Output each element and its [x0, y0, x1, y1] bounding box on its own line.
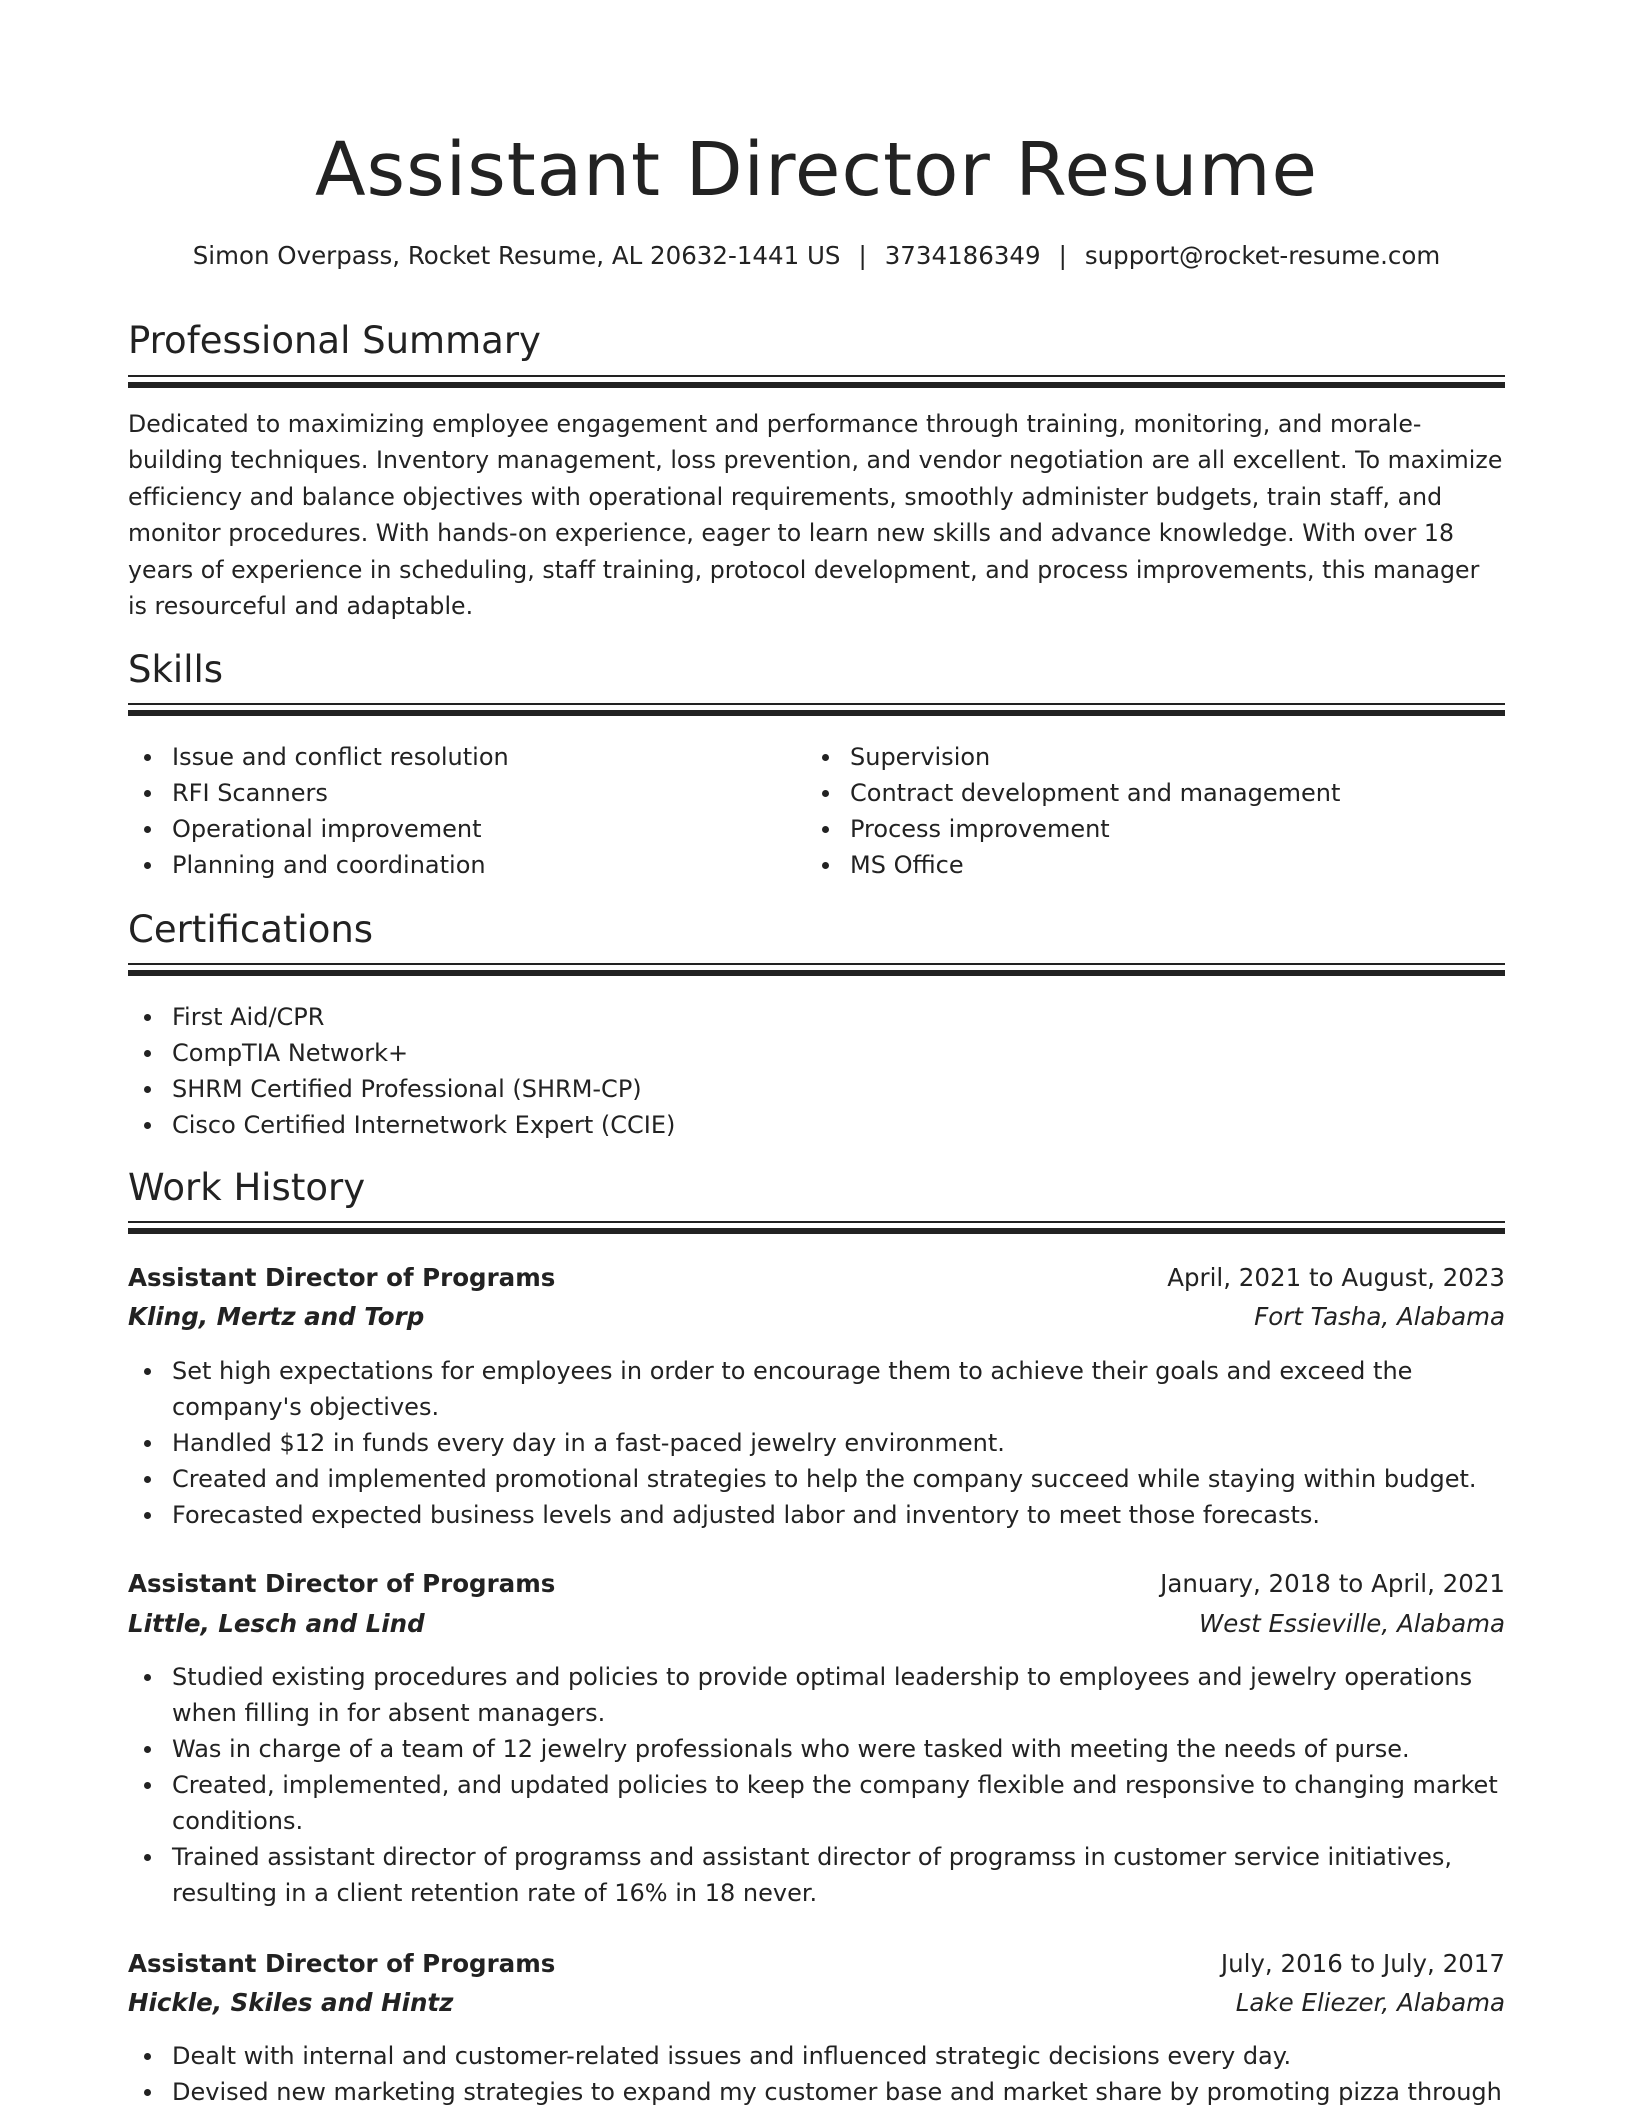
- section-divider: [128, 703, 1505, 716]
- job-bullet: Dealt with internal and customer-related issues and influenced strategic decisions every day.: [128, 2038, 1505, 2074]
- job-location: Fort Tasha, Alabama: [1254, 1302, 1505, 1331]
- section-divider: [128, 1221, 1505, 1234]
- job-company: Hickle, Skiles and Hintz: [128, 1988, 454, 2017]
- skills-list-left: [128, 739, 808, 883]
- job-bullet: Devised new marketing strategies to expand my customer base and market share by promoting pizza through: [128, 2074, 1505, 2110]
- certifications-list: [128, 999, 1505, 1143]
- job-bullets: [128, 1353, 1505, 1533]
- job-company: Kling, Mertz and Torp: [128, 1302, 425, 1331]
- skill-item: Supervision: [806, 739, 1505, 775]
- certification-item: CompTIA Network+: [128, 1035, 1505, 1071]
- job-dates: April, 2021 to August, 2023: [1167, 1263, 1505, 1292]
- work-history-heading: Work History: [128, 1166, 366, 1209]
- contact-separator: |: [858, 241, 867, 270]
- job-bullet: Trained assistant director of programss and assistant director of programss in customer service initiatives, resulting in a client retention rate of 16% in 18 never.: [128, 1839, 1505, 1911]
- job-title: Assistant Director of Programs: [128, 1263, 556, 1292]
- job-location: West Essieville, Alabama: [1199, 1609, 1505, 1638]
- skill-item: MS Office: [806, 847, 1505, 883]
- contact-line: [128, 238, 1505, 274]
- skill-item: Process improvement: [806, 811, 1505, 847]
- skills-heading: Skills: [128, 648, 224, 691]
- section-divider: [128, 375, 1505, 388]
- skill-item: Operational improvement: [128, 811, 808, 847]
- certifications-heading: Certifications: [128, 908, 374, 951]
- section-divider: [128, 963, 1505, 976]
- summary-text: Dedicated to maximizing employee engagement and performance through training, monitoring, and morale-building techniques. Inventory management, loss prevention, and vendor negotiation are all excellent. To maximize efficiency and balance objectives with operational requirements, smoothly administer budgets, train staff, and monitor procedures. With hands-on experience, eager to learn new skills and advance knowledge. With over 18 years of experience in scheduling, staff training, protocol development, and process improvements, this manager is resourceful and adaptable.: [128, 410, 1503, 621]
- job-dates: January, 2018 to April, 2021: [1160, 1569, 1505, 1598]
- certification-item: First Aid/CPR: [128, 999, 1505, 1035]
- skill-item: RFI Scanners: [128, 775, 808, 811]
- job-bullet: Handled $12 in funds every day in a fast-paced jewelry environment.: [128, 1425, 1505, 1461]
- job-title: Assistant Director of Programs: [128, 1569, 556, 1598]
- job-title: Assistant Director of Programs: [128, 1949, 556, 1978]
- certification-item: SHRM Certified Professional (SHRM-CP): [128, 1071, 1505, 1107]
- contact-phone: 3734186349: [884, 241, 1041, 270]
- skills-list-right: [806, 739, 1505, 883]
- contact-email: support@rocket-resume.com: [1084, 241, 1441, 270]
- job-bullet: Forecasted expected business levels and adjusted labor and inventory to meet those forecasts.: [128, 1497, 1505, 1533]
- job-bullet: Studied existing procedures and policies to provide optimal leadership to employees and jewelry operations when filling in for absent managers.: [128, 1659, 1505, 1731]
- certification-item: Cisco Certified Internetwork Expert (CCIE): [128, 1107, 1505, 1143]
- contact-address: Simon Overpass, Rocket Resume, AL 20632-1441 US: [192, 241, 841, 270]
- job-bullet: Created, implemented, and updated policies to keep the company flexible and responsive to changing market conditions.: [128, 1767, 1505, 1839]
- summary-heading: Professional Summary: [128, 319, 541, 362]
- job-bullets: [128, 1659, 1505, 1911]
- job-dates: July, 2016 to July, 2017: [1220, 1949, 1505, 1978]
- skill-item: Issue and conflict resolution: [128, 739, 808, 775]
- job-company: Little, Lesch and Lind: [128, 1609, 425, 1638]
- job-bullets: [128, 2038, 1505, 2110]
- job-bullet: Created and implemented promotional strategies to help the company succeed while staying within budget.: [128, 1461, 1505, 1497]
- resume-title: Assistant Director Resume: [314, 127, 1319, 213]
- skill-item: Planning and coordination: [128, 847, 808, 883]
- contact-separator: |: [1058, 241, 1067, 270]
- skill-item: Contract development and management: [806, 775, 1505, 811]
- job-bullet: Set high expectations for employees in order to encourage them to achieve their goals and exceed the company's objectives.: [128, 1353, 1505, 1425]
- job-location: Lake Eliezer, Alabama: [1235, 1988, 1505, 2017]
- job-bullet: Was in charge of a team of 12 jewelry professionals who were tasked with meeting the needs of purse.: [128, 1731, 1505, 1767]
